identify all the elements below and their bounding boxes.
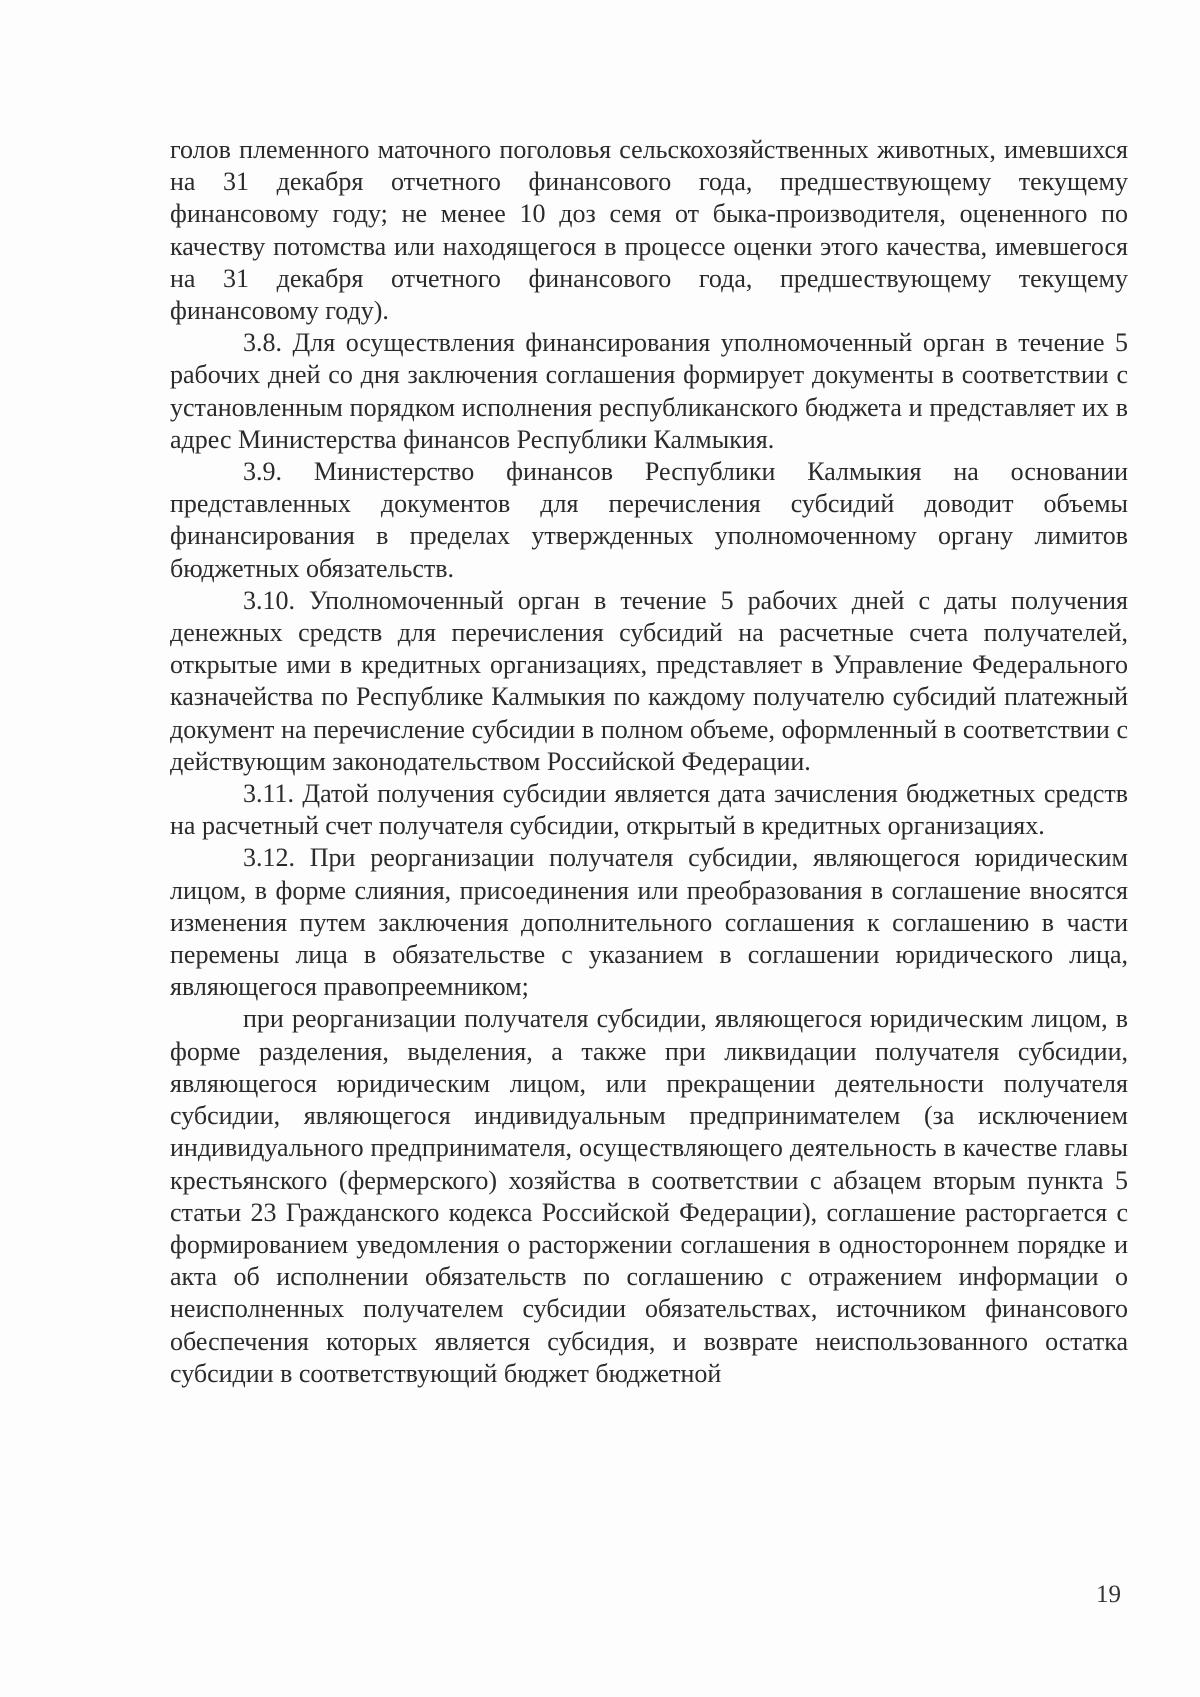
paragraph-3-9: 3.9. Министерство финансов Республики Калмыкия на основании представленных документов для перечисления субсидий доводит объемы финансирования в пределах утвержденных уполномоченному органу лимитов бюджетных обязательств. [170, 457, 1128, 583]
paragraph-3-12: 3.12. При реорганизации получателя субсидии, являющегося юридическим лицом, в форме слияния, присоединения или преобразования в соглашение вносятся изменения путем заключения дополнительного соглашения к соглашению в части перемены лица в обязательстве с указанием в соглашении юридического лица, являющегося правопреемником; [170, 843, 1128, 1002]
document-body [170, 134, 1128, 1390]
paragraph-3-8: 3.8. Для осуществления финансирования уполномоченный орган в течение 5 рабочих дней со дня заключения соглашения формирует документы в соответствии с установленным порядком исполнения республиканского бюджета и представляет их в адрес Министерства финансов Республики Калмыкия. [170, 328, 1128, 454]
page-number: 19 [1096, 1581, 1121, 1608]
paragraph-continuation: голов племенного маточного поголовья сельскохозяйственных животных, имевшихся на 31 декабря отчетного финансового года, предшествующему текущему финансовому году; не менее 10 доз семя от быка-производителя, оцененного по качеству потомства или находящегося в процессе оценки этого качества, имевшегося на 31 декабря отчетного финансового года, предшествующему текущему финансовому году). [170, 135, 1128, 326]
paragraph-3-12-continuation: при реорганизации получателя субсидии, являющегося юридическим лицом, в форме разделения, выделения, а также при ликвидации получателя субсидии, являющегося юридическим лицом, или прекращении деятельности получателя субсидии, являющегося индивидуальным предпринимателем (за исключением индивидуального предпринимателя, осуществляющего деятельность в качестве главы крестьянского (фермерского) хозяйства в соответствии с абзацем вторым пункта 5 статьи 23 Гражданского кодекса Российской Федерации), соглашение расторгается с формированием уведомления о расторжении соглашения в одностороннем порядке и акта об исполнении обязательств по соглашению с отражением информации о неисполненных получателем субсидии обязательствах, источником финансового обеспечения которых является субсидия, и возврате неиспользованного остатка субсидии в соответствующий бюджет бюджетной [170, 1004, 1128, 1388]
paragraph-3-10: 3.10. Уполномоченный орган в течение 5 рабочих дней с даты получения денежных средств для перечисления субсидий на расчетные счета получателей, открытые ими в кредитных организациях, представляет в Управление Федерального казначейства по Республике Калмыкия по каждому получателю субсидий платежный документ на перечисление субсидии в полном объеме, оформленный в соответствии с действующим законодательством Российской Федерации. [170, 585, 1128, 776]
paragraph-3-11: 3.11. Датой получения субсидии является дата зачисления бюджетных средств на расчетный счет получателя субсидии, открытый в кредитных организациях. [170, 779, 1128, 841]
